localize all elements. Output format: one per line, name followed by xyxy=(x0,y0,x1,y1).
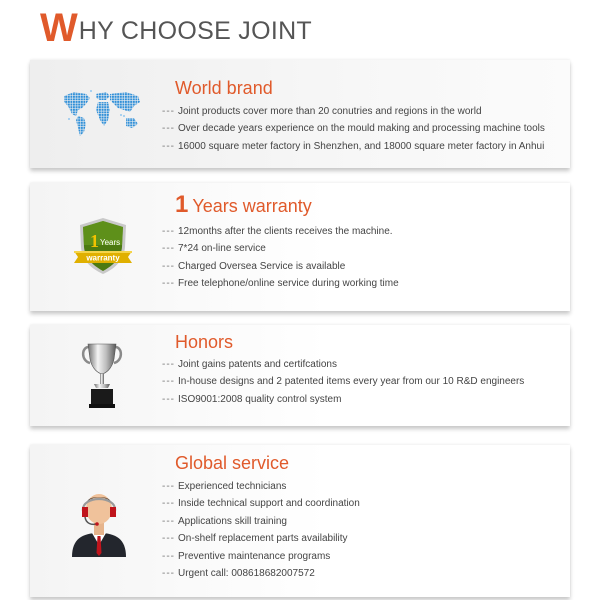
list-item xyxy=(162,495,360,512)
list-item-text: In-house designs and 2 patented items every year from our 10 R&D engineers xyxy=(178,376,525,388)
list-item xyxy=(162,478,360,495)
list-item xyxy=(162,565,360,582)
list-item-text: Preventive maintenance programs xyxy=(178,550,331,562)
section-world-brand xyxy=(30,60,570,168)
section-honors xyxy=(30,325,570,426)
header-title: HY CHOOSE JOINT xyxy=(78,17,313,45)
list-item-text: Urgent call: 008618682007572 xyxy=(178,567,315,579)
dash-marker: --- xyxy=(162,260,175,272)
list-item-text: Joint products cover more than 20 conutries and regions in the world xyxy=(178,106,482,117)
list-item xyxy=(162,530,360,547)
list-item-text: Charged Oversea Service is available xyxy=(178,260,346,272)
dash-marker: --- xyxy=(162,515,175,527)
list-item xyxy=(162,258,399,275)
section-title: Global service xyxy=(175,453,290,473)
list-item xyxy=(162,513,360,530)
dash-marker: --- xyxy=(162,533,175,545)
list-item xyxy=(162,356,524,373)
list-item-text: 7*24 on-line service xyxy=(178,243,266,255)
list-item xyxy=(162,548,360,565)
list-item-text: Applications skill training xyxy=(178,515,287,527)
dash-marker: --- xyxy=(162,226,175,237)
list-item-text: 16000 square meter factory in Shenzhen, and 18000 square meter factory in Anhui xyxy=(178,140,545,152)
trophy-icon xyxy=(80,341,124,409)
list-item-text: ISO9001:2008 quality control system xyxy=(178,393,342,405)
dash-marker: --- xyxy=(162,498,175,510)
list-item xyxy=(162,240,399,257)
badge-years: Years xyxy=(100,238,121,247)
page-header xyxy=(40,6,312,48)
section-title-text: Years warranty xyxy=(192,196,312,216)
badge-ribbon: warranty xyxy=(86,253,120,263)
list-item xyxy=(162,391,524,408)
support-agent-icon xyxy=(68,487,130,557)
dash-marker: --- xyxy=(162,393,175,405)
dash-marker: --- xyxy=(162,550,175,562)
list-item-text: Inside technical support and coordination xyxy=(178,498,360,510)
list-item xyxy=(162,223,399,240)
dash-marker: --- xyxy=(162,567,175,579)
list-item xyxy=(162,120,545,137)
dash-marker: --- xyxy=(162,359,175,370)
feature-list xyxy=(162,103,545,155)
list-item xyxy=(162,373,524,390)
world-map-icon xyxy=(60,88,144,138)
dash-marker: --- xyxy=(162,140,175,152)
list-item xyxy=(162,275,399,292)
dash-marker: --- xyxy=(162,106,175,117)
list-item-text: Free telephone/online service during working time xyxy=(178,278,399,290)
warranty-years-number: 1 xyxy=(175,191,189,218)
list-item-text: Experienced technicians xyxy=(178,481,287,492)
list-item-text: 12months after the clients receives the machine. xyxy=(178,226,393,237)
feature-list xyxy=(162,478,360,582)
dash-marker: --- xyxy=(162,278,175,290)
feature-list xyxy=(162,356,524,408)
dash-marker: --- xyxy=(162,481,175,492)
section-title: Honors xyxy=(175,332,234,352)
header-initial: W xyxy=(40,6,77,50)
dash-marker: --- xyxy=(162,123,175,135)
section-global-service xyxy=(30,445,570,597)
section-title xyxy=(175,191,312,218)
section-warranty xyxy=(30,183,570,311)
dash-marker: --- xyxy=(162,243,175,255)
list-item xyxy=(162,138,545,155)
badge-number: 1 xyxy=(90,231,99,251)
section-title: World brand xyxy=(175,78,273,98)
feature-list xyxy=(162,223,399,293)
warranty-shield-icon xyxy=(72,215,134,277)
list-item-text: Over decade years experience on the mould making and processing machine tools xyxy=(178,123,545,135)
dash-marker: --- xyxy=(162,376,175,388)
list-item xyxy=(162,103,545,120)
list-item-text: Joint gains patents and certifcations xyxy=(178,359,337,370)
list-item-text: On-shelf replacement parts availability xyxy=(178,533,348,545)
